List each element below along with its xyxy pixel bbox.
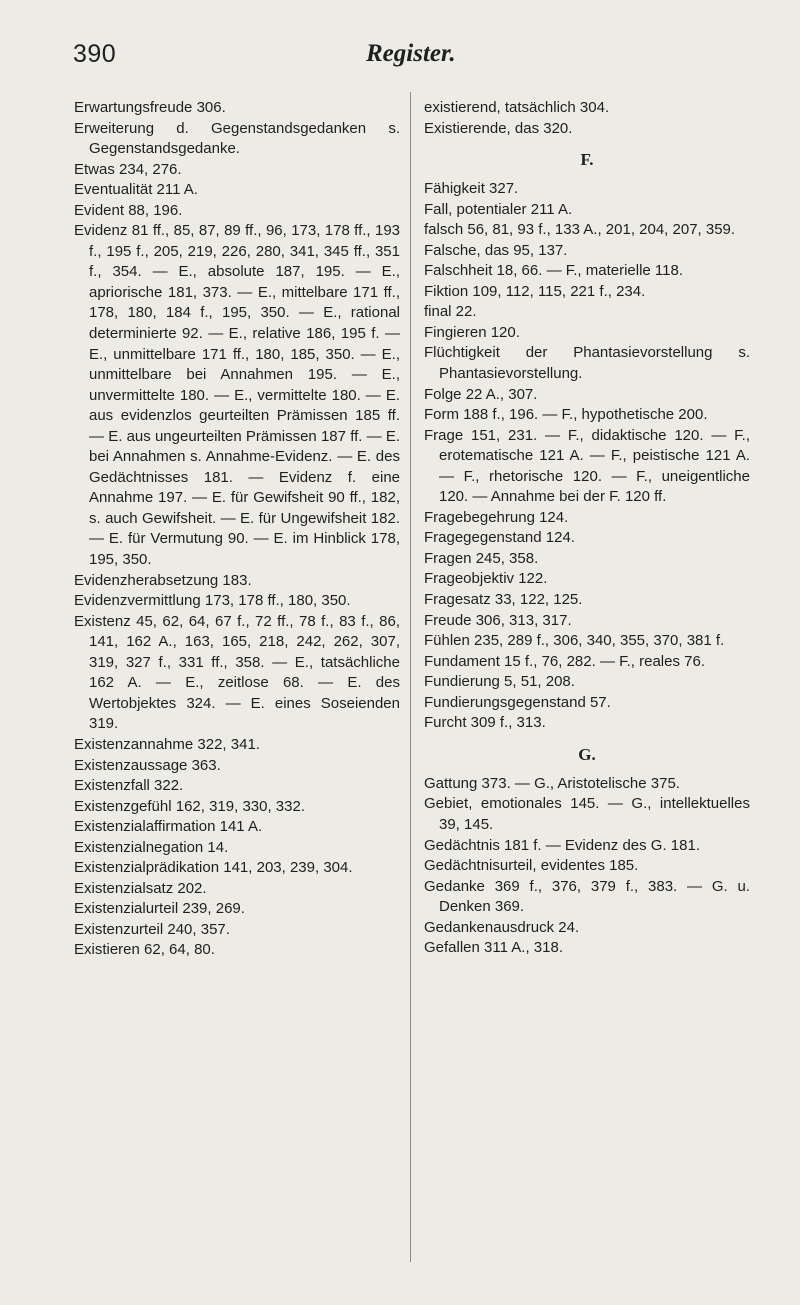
index-entry: Gedächtnis 181 f. — Evidenz des G. 181. bbox=[424, 836, 700, 854]
index-entry: Existenzialprädikation 141, 203, 239, 304. bbox=[74, 859, 353, 877]
section-letter-g: G. bbox=[578, 744, 596, 764]
index-entry: Existenzgefühl 162, 319, 330, 332. bbox=[74, 797, 306, 815]
index-entry: Frage 151, 231. — F., didaktische 120. — F., erotematische 121 A. — F., peistische 121 A. — F., rhetorische 120. — F., uneigentliche 120. — Annahme bei der F. 120 ff. bbox=[424, 426, 750, 506]
right-entries-g bbox=[424, 774, 750, 959]
index-entry: Existenzialsatz 202. bbox=[74, 879, 207, 897]
right-entries-e bbox=[424, 98, 750, 139]
index-entry: falsch 56, 81, 93 f., 133 A., 201, 204, 207, 359. bbox=[424, 221, 736, 239]
index-entry: Furcht 309 f., 313. bbox=[424, 714, 546, 732]
right-entries-f bbox=[424, 179, 750, 734]
right-column bbox=[424, 98, 750, 959]
index-entry: Gefallen 311 A., 318. bbox=[424, 939, 563, 957]
index-entry: Etwas 234, 276. bbox=[74, 160, 182, 178]
left-column bbox=[74, 98, 400, 961]
index-entry: Existenzialnegation 14. bbox=[74, 838, 229, 856]
index-entry: Fähigkeit 327. bbox=[424, 180, 519, 198]
index-entry: Existenzaussage 363. bbox=[74, 756, 221, 774]
index-entry: Fragebegehrung 124. bbox=[424, 508, 569, 526]
index-entry: Evidenz 81 ff., 85, 87, 89 ff., 96, 173, 178 ff., 193 f., 195 f., 205, 219, 226, 280, 341, 345 ff., 351 f., 354. — E., absolute 187, 195. — E., apriorische 181, 373. — E., mittelbare 171 ff., 178, 180, 184 f., 195, 350. — E., rational determinierte 92. — E., relative 186, 195 f. — E., unmittelbare 171 ff., 180, 185, 350. — E., unmittelbare bei Annahmen 195. — E., unvermittelte 180. — E., vermittelte 180. — E. aus evidenzlos geurteilten Prämissen 185 ff. — E. aus ungeurteilten Prämissen 187 ff. — E. bei Annahmen s. Annahme-Evidenz. — E. des Gedächtnisses 181. — Evidenz f. eine Annahme 197. — E. für Gewifsheit 90 ff., 182, s. auch Gewifsheit. — E. für Ungewifsheit 182. — E. für Vermutung 90. — E. im Hinblick 178, 195, 350. bbox=[74, 222, 400, 569]
index-entry: Evidenzvermittlung 173, 178 ff., 180, 350. bbox=[74, 592, 351, 610]
index-entry: Existenzialurteil 239, 269. bbox=[74, 900, 245, 918]
column-divider bbox=[410, 92, 411, 1262]
index-entry: Gedächtnisurteil, evidentes 185. bbox=[424, 857, 639, 875]
index-entry: Fühlen 235, 289 f., 306, 340, 355, 370, 381 f. bbox=[424, 632, 725, 650]
index-entry: Fragegegenstand 124. bbox=[424, 529, 575, 547]
index-entry: Fundament 15 f., 76, 282. — F., reales 76. bbox=[424, 652, 705, 670]
index-entry: Fragen 245, 358. bbox=[424, 549, 539, 567]
index-entry: Freude 306, 313, 317. bbox=[424, 611, 572, 629]
index-entry: Gedankenausdruck 24. bbox=[424, 918, 580, 936]
index-entry: Fragesatz 33, 122, 125. bbox=[424, 591, 583, 609]
page-number: 390 bbox=[73, 40, 117, 68]
index-entry: Existieren 62, 64, 80. bbox=[74, 941, 215, 959]
index-entry: Existenzannahme 322, 341. bbox=[74, 735, 260, 753]
index-entry: Existenzurteil 240, 357. bbox=[74, 920, 230, 938]
index-entry: Fiktion 109, 112, 115, 221 f., 234. bbox=[424, 282, 646, 300]
index-entry: Fall, potentialer 211 A. bbox=[424, 200, 573, 218]
index-entry: Fundierung 5, 51, 208. bbox=[424, 673, 575, 691]
index-entry: Existenz 45, 62, 64, 67 f., 72 ff., 78 f., 83 f., 86, 141, 162 A., 163, 165, 218, 242, 262, 307, 319, 327 f., 331 ff., 358. — E., tatsächliche 162 A. — E., zeitlose 68. — E. des Wertobjektes 324. — E. eines Soseienden 319. bbox=[74, 612, 400, 733]
index-entry: Folge 22 A., 307. bbox=[424, 385, 538, 403]
index-entry: Form 188 f., 196. — F., hypothetische 200. bbox=[424, 406, 708, 424]
index-entry: Evidenzherabsetzung 183. bbox=[74, 571, 252, 589]
index-entry: Frageobjektiv 122. bbox=[424, 570, 548, 588]
index-entry: Erwartungsfreude 306. bbox=[74, 99, 226, 116]
section-letter-f: F. bbox=[580, 150, 594, 170]
index-entry: Eventualität 211 A. bbox=[74, 181, 198, 199]
index-entry: final 22. bbox=[424, 303, 477, 321]
index-entry: Flüchtigkeit der Phantasievorstellung s. Phantasievorstellung. bbox=[424, 344, 750, 383]
index-entry: Fundierungsgegenstand 57. bbox=[424, 693, 611, 711]
index-entry: Falsche, das 95, 137. bbox=[424, 241, 568, 259]
index-entry: Gattung 373. — G., Aristotelische 375. bbox=[424, 774, 680, 792]
index-entry: Gebiet, emotionales 145. — G., intellektuelles 39, 145. bbox=[424, 795, 750, 833]
index-entry: existierend, tatsächlich 304. bbox=[424, 99, 610, 116]
index-entry: Erweiterung d. Gegenstandsgedanken s. Gegenstandsgedanke. bbox=[74, 119, 400, 158]
index-entry: Existenzialaffirmation 141 A. bbox=[74, 818, 263, 836]
index-entry: Fingieren 120. bbox=[424, 323, 520, 341]
index-entry: Falschheit 18, 66. — F., materielle 118. bbox=[424, 262, 684, 280]
index-entry: Evident 88, 196. bbox=[74, 201, 183, 219]
running-head: Register. bbox=[366, 40, 456, 67]
index-entry: Existenzfall 322. bbox=[74, 777, 184, 795]
index-entry: Gedanke 369 f., 376, 379 f., 383. — G. u. Denken 369. bbox=[424, 877, 750, 916]
index-entry: Existierende, das 320. bbox=[424, 119, 573, 137]
